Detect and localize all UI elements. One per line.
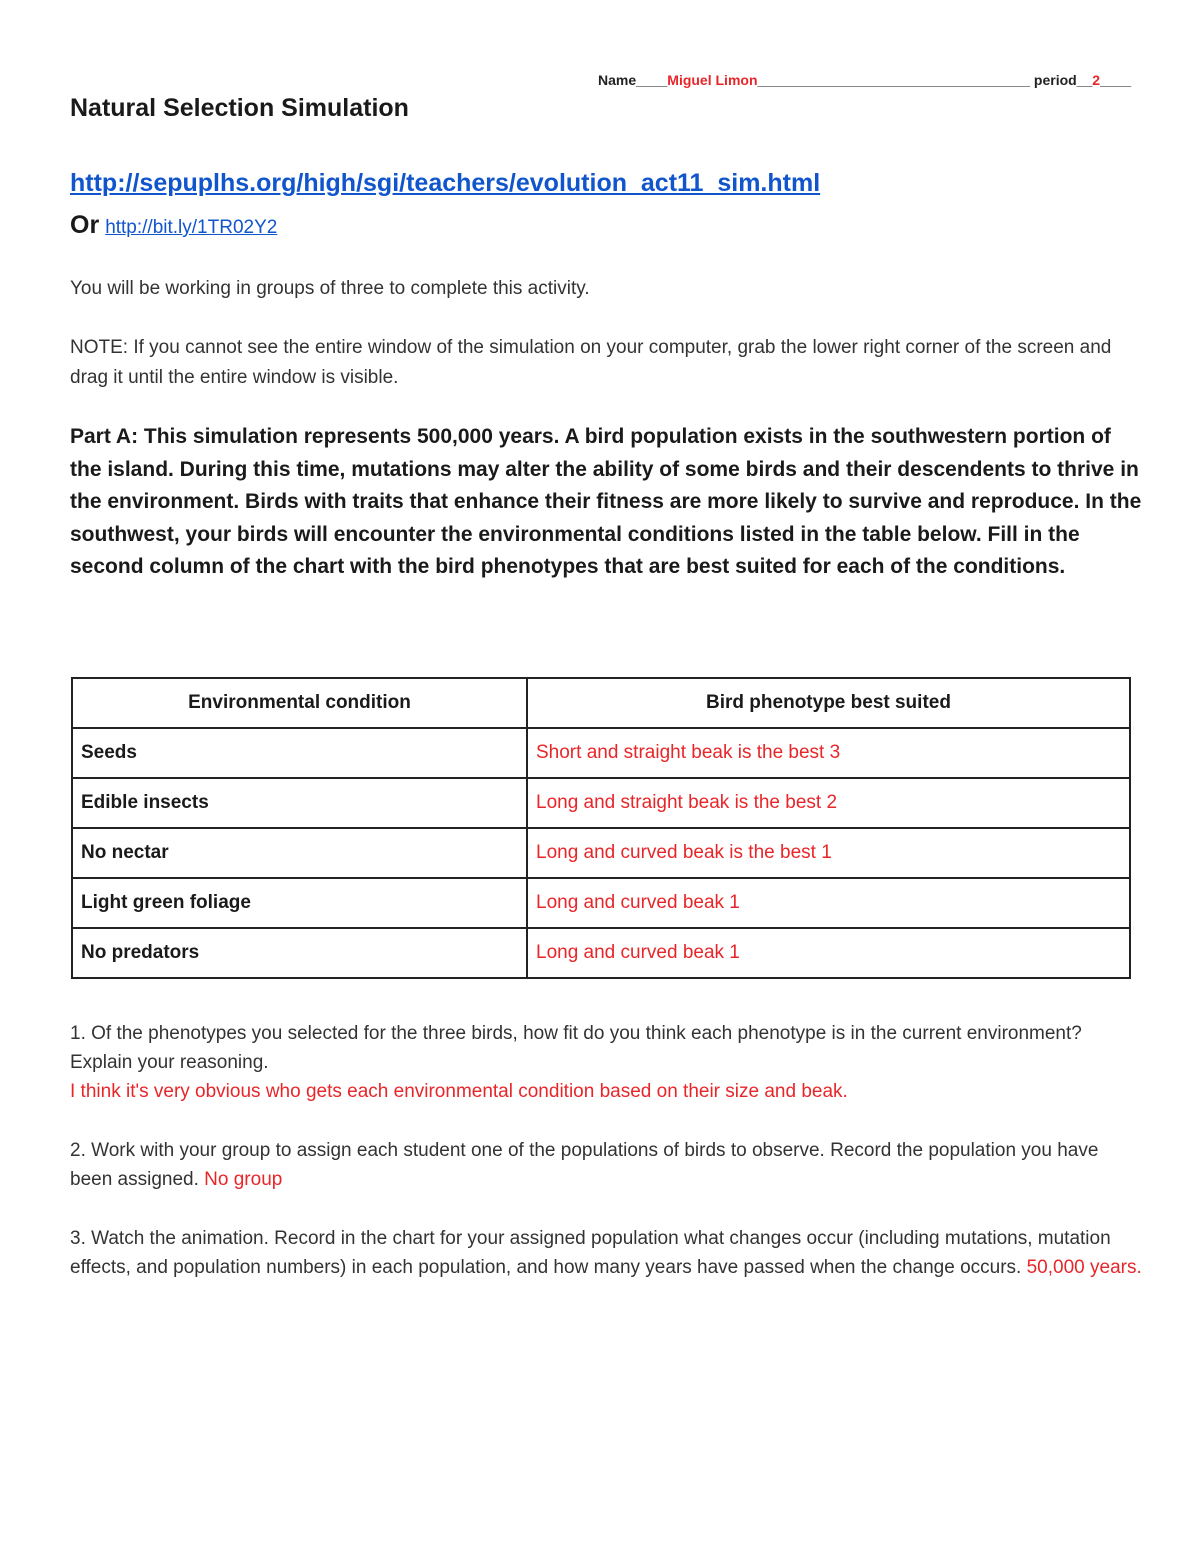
condition-cell: No nectar bbox=[72, 828, 527, 878]
question-2-answer[interactable]: No group bbox=[204, 1169, 283, 1190]
question-3-text: 3. Watch the animation. Record in the chart for your assigned population what changes occur (including mutations, mutation effects, and population numbers) in each population, and how many years have passed when the change occurs. bbox=[70, 1228, 1111, 1278]
conditions-table bbox=[71, 677, 1131, 979]
table-row bbox=[72, 828, 1130, 878]
name-underline: ___________________________________ bbox=[757, 72, 1031, 88]
name-label: Name____ bbox=[598, 72, 668, 88]
student-name: Miguel Limon bbox=[667, 72, 758, 88]
question-3-answer[interactable]: 50,000 years. bbox=[1026, 1257, 1142, 1278]
question-1-answer[interactable]: I think it's very obvious who gets each environmental condition based on their size and beak. bbox=[70, 1081, 848, 1102]
condition-cell: Light green foliage bbox=[72, 878, 527, 928]
phenotype-answer-cell[interactable]: Long and curved beak is the best 1 bbox=[527, 828, 1130, 878]
part-a-instructions: Part A: This simulation represents 500,000 years. A bird population exists in the southwestern portion of the island. During this time, mutations may alter the ability of some birds and their descendents to thrive in the environment. Birds with traits that enhance their fitness are more likely to survive and reproduce. In the southwest, your birds will encounter the environmental conditions listed in the table below. Fill in the second column of the chart with the bird phenotypes that are best suited for each of the conditions. bbox=[70, 425, 1142, 579]
page-title: Natural Selection Simulation bbox=[70, 94, 409, 122]
student-header bbox=[598, 72, 1131, 88]
phenotype-answer-cell[interactable]: Short and straight beak is the best 3 bbox=[527, 728, 1130, 778]
question-2-text: 2. Work with your group to assign each student one of the populations of birds to observe. Record the population you have been assigned. bbox=[70, 1140, 1099, 1190]
question-1 bbox=[70, 1019, 1145, 1106]
period-label: period__ bbox=[1030, 72, 1093, 88]
header-bird-phenotype: Bird phenotype best suited bbox=[527, 678, 1130, 728]
question-2 bbox=[70, 1136, 1145, 1194]
table-row bbox=[72, 878, 1130, 928]
phenotype-answer-cell[interactable]: Long and straight beak is the best 2 bbox=[527, 778, 1130, 828]
table-row bbox=[72, 728, 1130, 778]
condition-cell: Seeds bbox=[72, 728, 527, 778]
condition-cell: Edible insects bbox=[72, 778, 527, 828]
short-link[interactable]: http://bit.ly/1TR02Y2 bbox=[105, 217, 278, 238]
table-header-row bbox=[72, 678, 1130, 728]
or-label: Or bbox=[70, 211, 100, 239]
period-underline: ____ bbox=[1100, 72, 1132, 88]
question-1-text: 1. Of the phenotypes you selected for the three birds, how fit do you think each phenotype is in the current environment? Explain your reasoning. bbox=[70, 1023, 1082, 1073]
question-3 bbox=[70, 1224, 1145, 1282]
alternate-link-line bbox=[70, 211, 277, 240]
table-row bbox=[72, 928, 1130, 978]
period-value: 2 bbox=[1092, 72, 1101, 88]
simulation-link[interactable]: http://sepuplhs.org/high/sgi/teachers/evolution_act11_sim.html bbox=[70, 169, 821, 197]
header-environmental-condition: Environmental condition bbox=[72, 678, 527, 728]
phenotype-answer-cell[interactable]: Long and curved beak 1 bbox=[527, 878, 1130, 928]
intro-text: You will be working in groups of three to complete this activity. bbox=[70, 278, 590, 299]
table-row bbox=[72, 778, 1130, 828]
note-text: NOTE: If you cannot see the entire window of the simulation on your computer, grab the lower right corner of the screen and drag it until the entire window is visible. bbox=[70, 337, 1112, 388]
condition-cell: No predators bbox=[72, 928, 527, 978]
phenotype-answer-cell[interactable]: Long and curved beak 1 bbox=[527, 928, 1130, 978]
